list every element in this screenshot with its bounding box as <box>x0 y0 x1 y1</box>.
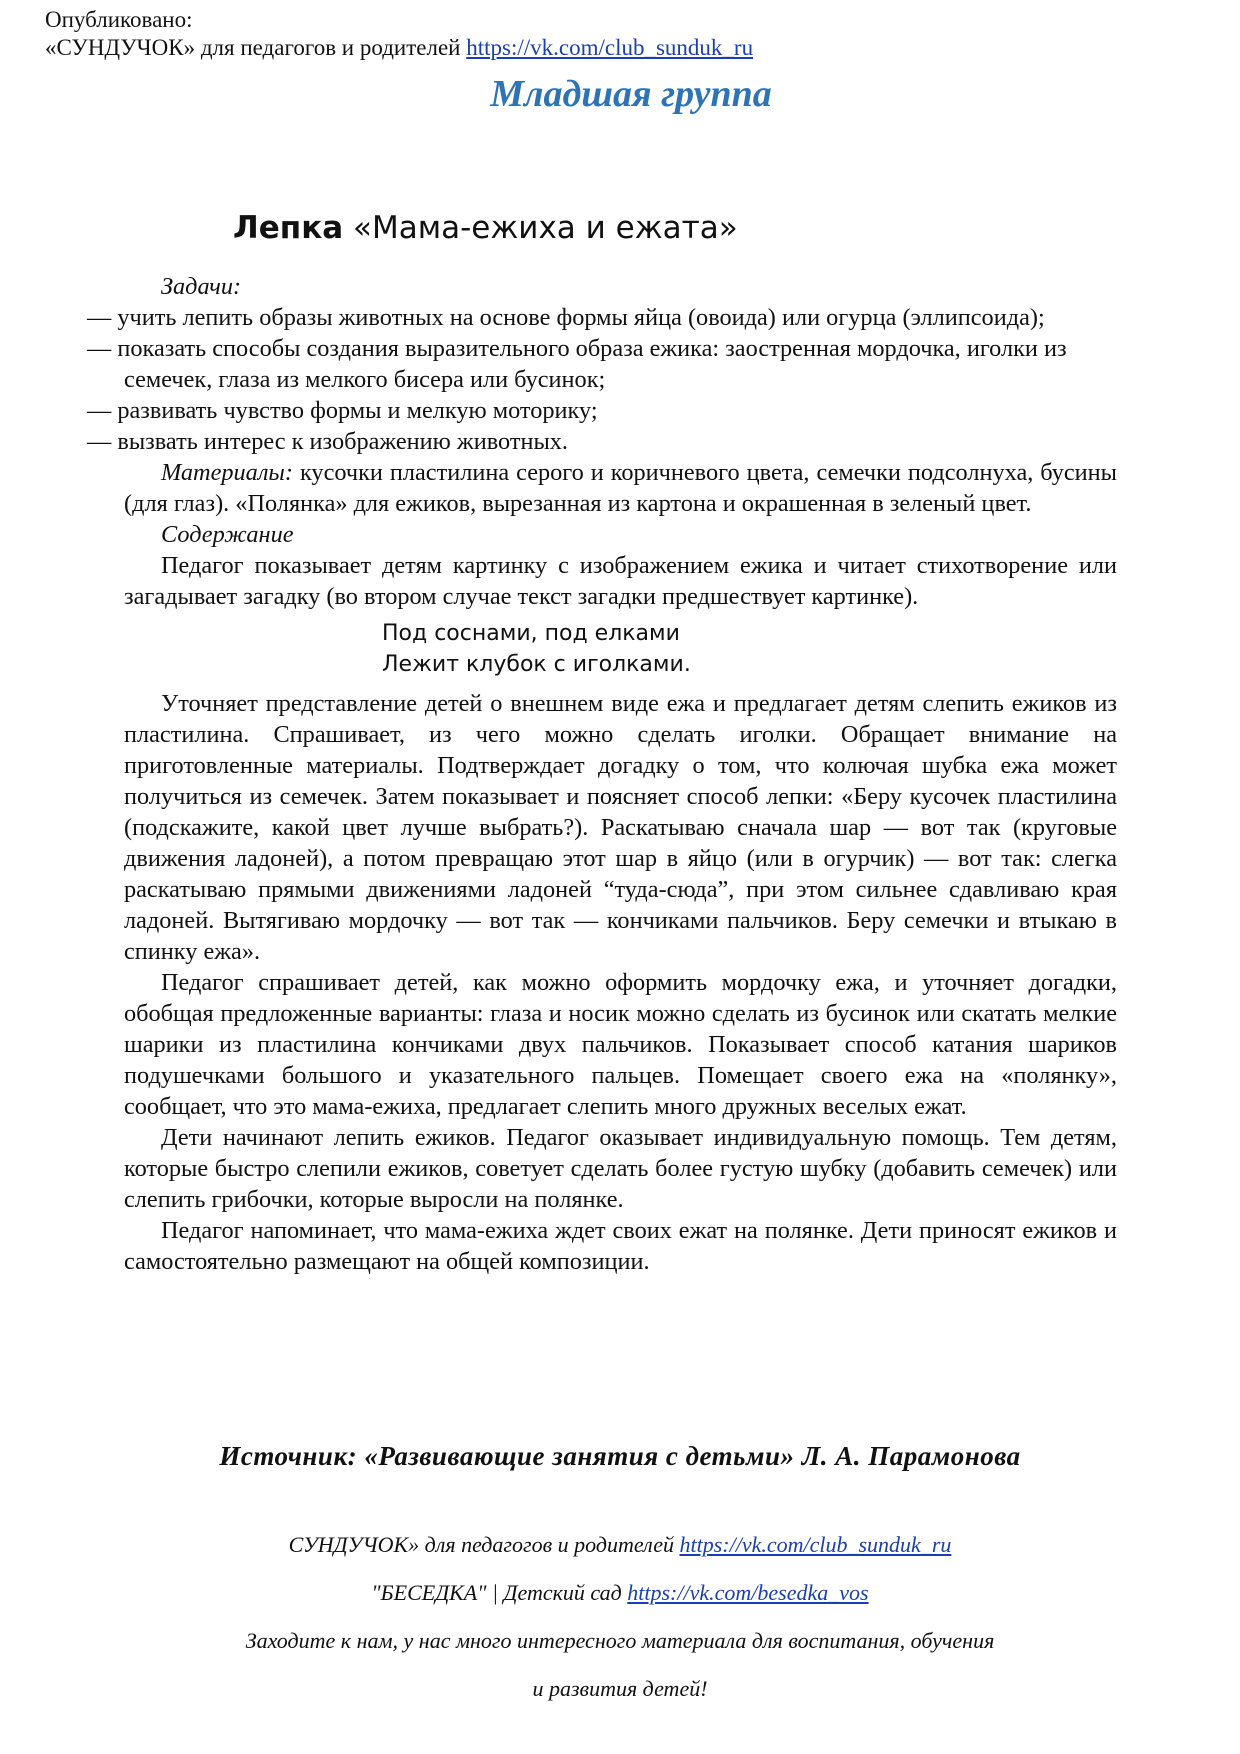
footer-line-3: Заходите к нам, у нас много интересного материала для воспитания, обучения <box>245 1628 995 1653</box>
content-paragraph: Уточняет представление детей о внешнем виде ежа и предлагает детям слепить ежиков из пластилина. Спрашивает, из чего можно сделать иголки. Обращает внимание на приготовленные материалы. Подтверждает догадку о том, что колючая шубка ежа может получиться из семечек. Затем показывает и поясняет способ лепки: «Беру кусочек пластилина (подскажите, какой цвет лучше выбрать?). Раскатываю сначала шар — вот так (круговые движения ладоней), а потом превращаю этот шар в яйцо (или в огурчик) — вот так: слегка раскатываю прямыми движениями ладоней “туда-сюда”, при этом сильнее сдавливаю края ладоней. Вытягиваю мордочку — вот так — кончиками пальчиков. Беру семечки и втыкаю в спинку ежа». <box>124 690 1117 965</box>
source-text: «Развивающие занятия с детьми» Л. А. Парамонова <box>364 1441 1021 1471</box>
materials-text: кусочки пластилина серого и коричневого цвета, семечки подсолнуха, бусины (для глаз). «Полянка» для ежиков, вырезанная из картона и окрашенная в зеленый цвет. <box>124 459 1117 517</box>
lesson-title <box>233 210 738 246</box>
content-paragraph: Дети начинают лепить ежиков. Педагог оказывает индивидуальную помощь. Тем детям, которые быстро слепили ежиков, советует сделать более густую шубку (добавить семечек) или слепить грибочки, которые выросли на полянке. <box>124 1124 1117 1213</box>
poem-line: Под соснами, под елками <box>382 621 680 646</box>
lesson-body <box>87 271 1117 1277</box>
published-header <box>45 6 753 62</box>
publisher-text: «СУНДУЧОК» для педагогов и родителей <box>45 35 461 60</box>
footer-besedka-text: "БЕСЕДКА" | Детский сад <box>371 1580 622 1605</box>
publisher-line <box>45 34 753 62</box>
source-label: Источник: <box>219 1441 358 1471</box>
content-intro: Педагог показывает детям картинку с изображением ежика и читает стихотворение или загадывает загадку (во втором случае текст загадки предшествует картинке). <box>124 552 1117 610</box>
footer-line-2 <box>0 1580 1240 1606</box>
group-title: Младшая группа <box>490 73 772 115</box>
footer-line-4: и развития детей! <box>532 1676 708 1701</box>
lesson-title-bold: Лепка <box>233 210 344 246</box>
riddle-poem <box>382 618 1117 680</box>
footer-line-1 <box>0 1532 1240 1558</box>
task-item: — вызвать интерес к изображению животных. <box>87 428 569 455</box>
tasks-label: Задачи: <box>161 273 242 300</box>
task-item: — развивать чувство формы и мелкую моторику; <box>87 397 598 424</box>
task-item: — учить лепить образы животных на основе формы яйца (овоида) или огурца (эллипсоида); <box>87 304 1045 331</box>
source-line <box>0 1441 1240 1472</box>
publisher-link[interactable]: https://vk.com/club_sunduk_ru <box>466 35 754 60</box>
footer-publisher-link[interactable]: https://vk.com/club_sunduk_ru <box>679 1532 952 1557</box>
task-item: — показать способы создания выразительного образа ежика: заостренная мордочка, иголки из семечек, глаза из мелкого бисера или бусинок; <box>87 335 1067 393</box>
content-paragraph: Педагог напоминает, что мама-ежиха ждет своих ежат на полянке. Дети приносят ежиков и самостоятельно размещают на общей композиции. <box>124 1217 1117 1275</box>
materials-paragraph <box>124 457 1117 519</box>
content-label: Содержание <box>161 521 294 548</box>
footer-besedka-link[interactable]: https://vk.com/besedka_vos <box>627 1580 869 1605</box>
content-paragraph: Педагог спрашивает детей, как можно оформить мордочку ежа, и уточняет догадки, обобщая предложенные варианты: глаза и носик можно сделать из бусинок или скатать мелкие шарики из пластилина кончиками двух пальчиков. Показывает способ катания шариков подушечками большого и указательного пальцев. Помещает своего ежа на «полянку», сообщает, что это мама-ежиха, предлагает слепить много дружных веселых ежат. <box>124 969 1117 1120</box>
materials-label: Материалы: <box>161 459 293 486</box>
published-label: Опубликовано: <box>45 7 193 32</box>
poem-line: Лежит клубок с иголками. <box>382 652 691 677</box>
lesson-title-rest: «Мама-ежиха и ежата» <box>353 210 738 246</box>
footer-publisher-text: СУНДУЧОК» для педагогов и родителей <box>288 1532 674 1557</box>
